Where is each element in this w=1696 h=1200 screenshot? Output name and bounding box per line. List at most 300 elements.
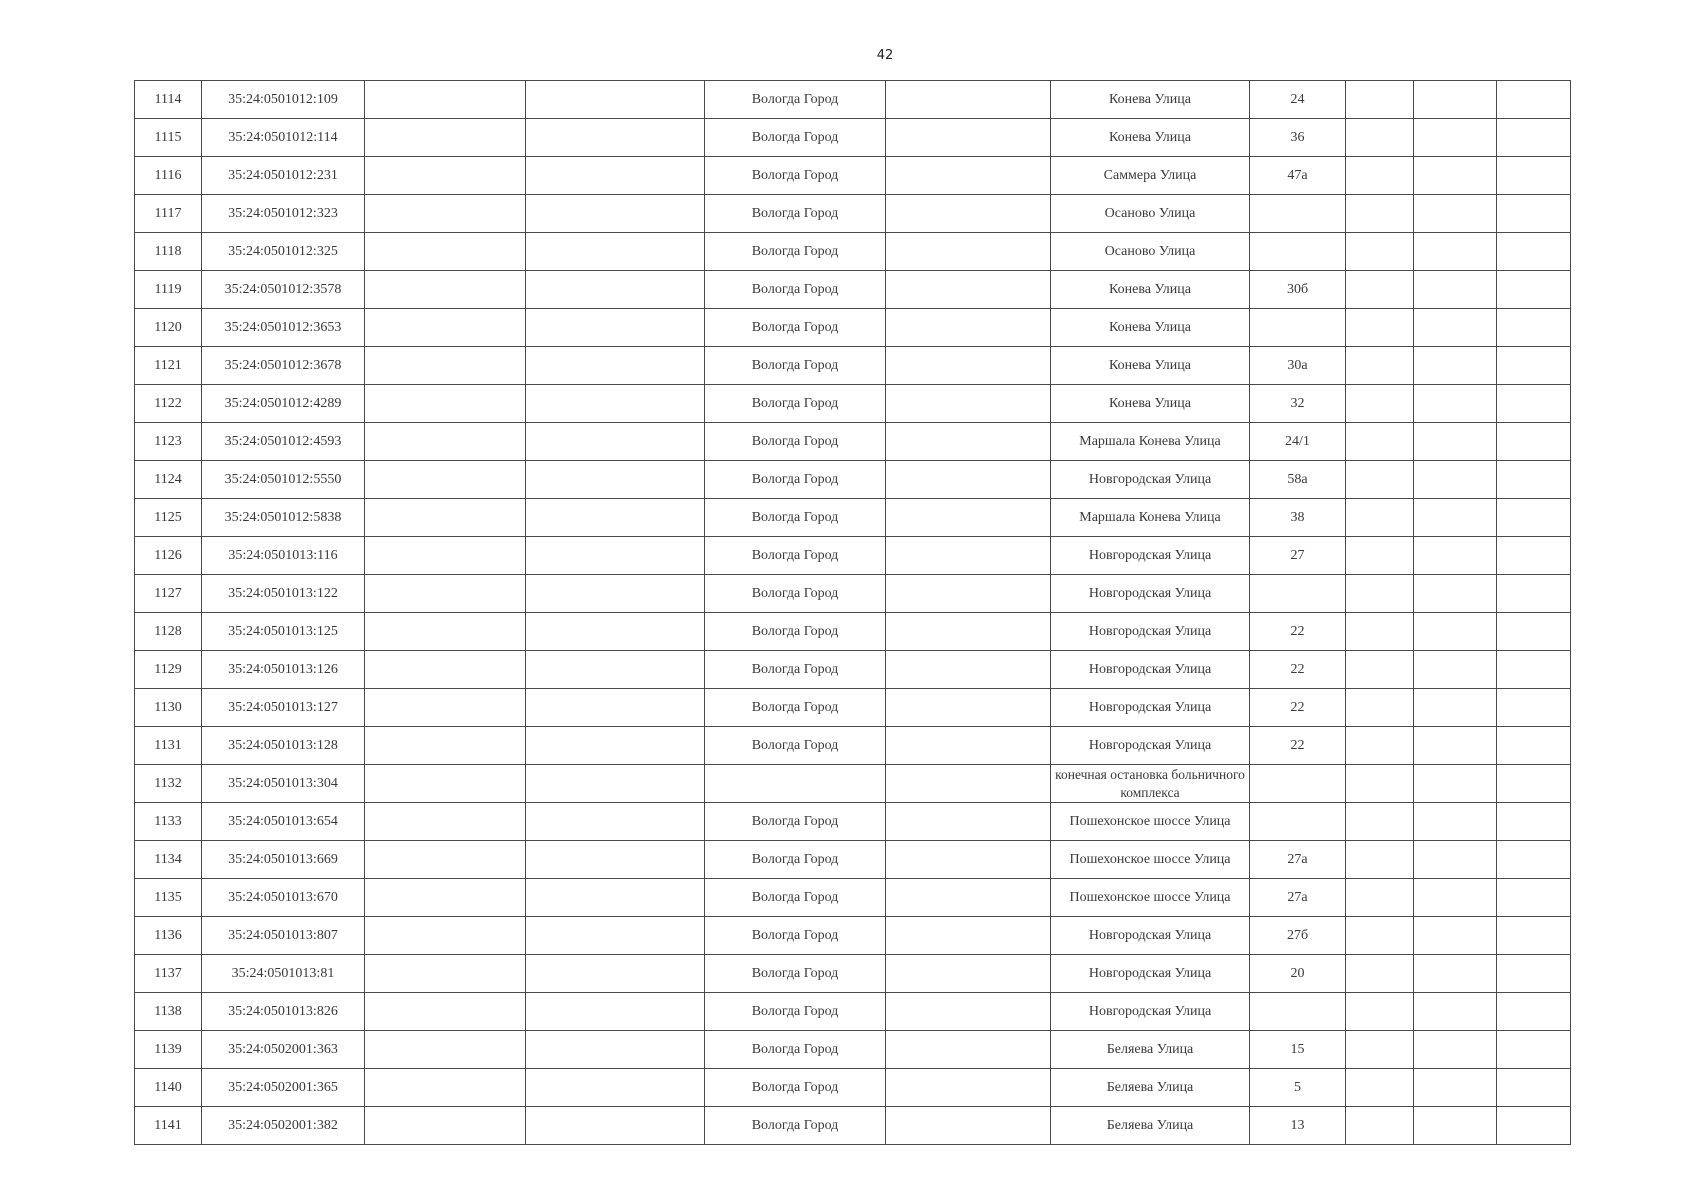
empty-cell (886, 1107, 1051, 1145)
house-number-cell: 20 (1250, 955, 1346, 993)
empty-cell (1346, 689, 1414, 727)
table-row (135, 575, 1571, 613)
empty-cell (886, 157, 1051, 195)
city-cell: Вологда Город (705, 727, 886, 765)
empty-cell (1497, 917, 1571, 955)
house-number-cell: 22 (1250, 689, 1346, 727)
empty-cell (365, 423, 526, 461)
empty-cell (886, 727, 1051, 765)
empty-cell (526, 993, 705, 1031)
house-number-cell: 47а (1250, 157, 1346, 195)
street-cell: Новгородская Улица (1051, 727, 1250, 765)
table-row (135, 917, 1571, 955)
street-cell: Конева Улица (1051, 81, 1250, 119)
city-cell: Вологда Город (705, 309, 886, 347)
empty-cell (886, 499, 1051, 537)
empty-cell (1414, 233, 1497, 271)
city-cell: Вологда Город (705, 423, 886, 461)
empty-cell (1497, 461, 1571, 499)
empty-cell (886, 233, 1051, 271)
city-cell: Вологда Город (705, 81, 886, 119)
table-row (135, 385, 1571, 423)
empty-cell (526, 1107, 705, 1145)
city-cell: Вологда Город (705, 803, 886, 841)
empty-cell (1414, 917, 1497, 955)
empty-cell (1497, 271, 1571, 309)
house-number-cell: 27 (1250, 537, 1346, 575)
street-cell: Новгородская Улица (1051, 461, 1250, 499)
empty-cell (365, 385, 526, 423)
empty-cell (886, 765, 1051, 803)
house-number-cell: 24/1 (1250, 423, 1346, 461)
empty-cell (1346, 271, 1414, 309)
empty-cell (1497, 803, 1571, 841)
street-cell: Осаново Улица (1051, 233, 1250, 271)
empty-cell (1414, 195, 1497, 233)
city-cell: Вологда Город (705, 195, 886, 233)
empty-cell (526, 461, 705, 499)
empty-cell (1346, 385, 1414, 423)
row-number-cell: 1115 (135, 119, 202, 157)
row-number-cell: 1128 (135, 613, 202, 651)
empty-cell (1414, 537, 1497, 575)
empty-cell (365, 613, 526, 651)
empty-cell (365, 689, 526, 727)
house-number-cell: 58а (1250, 461, 1346, 499)
cadastral-number-cell: 35:24:0501012:109 (202, 81, 365, 119)
house-number-cell: 24 (1250, 81, 1346, 119)
cadastral-number-cell: 35:24:0501012:4593 (202, 423, 365, 461)
empty-cell (1346, 575, 1414, 613)
street-cell: Новгородская Улица (1051, 537, 1250, 575)
house-number-cell: 13 (1250, 1107, 1346, 1145)
city-cell: Вологда Город (705, 575, 886, 613)
table-row (135, 803, 1571, 841)
empty-cell (886, 1031, 1051, 1069)
table-row (135, 993, 1571, 1031)
empty-cell (886, 385, 1051, 423)
empty-cell (1346, 955, 1414, 993)
page-number: 42 (876, 48, 894, 63)
empty-cell (1346, 765, 1414, 803)
row-number-cell: 1130 (135, 689, 202, 727)
cadastral-number-cell: 35:24:0501013:654 (202, 803, 365, 841)
empty-cell (1497, 385, 1571, 423)
empty-cell (365, 119, 526, 157)
empty-cell (1346, 651, 1414, 689)
table-row (135, 461, 1571, 499)
row-number-cell: 1117 (135, 195, 202, 233)
table-row (135, 1069, 1571, 1107)
empty-cell (365, 81, 526, 119)
street-cell: Конева Улица (1051, 271, 1250, 309)
cadastral-number-cell: 35:24:0501013:670 (202, 879, 365, 917)
empty-cell (886, 955, 1051, 993)
city-cell: Вологда Город (705, 157, 886, 195)
house-number-cell (1250, 195, 1346, 233)
empty-cell (886, 803, 1051, 841)
row-number-cell: 1116 (135, 157, 202, 195)
cadastral-number-cell: 35:24:0501012:5838 (202, 499, 365, 537)
street-cell: Новгородская Улица (1051, 689, 1250, 727)
cadastral-number-cell: 35:24:0501012:5550 (202, 461, 365, 499)
row-number-cell: 1136 (135, 917, 202, 955)
table-row (135, 233, 1571, 271)
empty-cell (365, 271, 526, 309)
cadastral-number-cell: 35:24:0501013:304 (202, 765, 365, 803)
table-row (135, 195, 1571, 233)
table-row (135, 727, 1571, 765)
table-row (135, 1031, 1571, 1069)
table-row (135, 1107, 1571, 1145)
empty-cell (365, 651, 526, 689)
empty-cell (886, 879, 1051, 917)
empty-cell (1346, 233, 1414, 271)
empty-cell (886, 575, 1051, 613)
row-number-cell: 1127 (135, 575, 202, 613)
row-number-cell: 1120 (135, 309, 202, 347)
empty-cell (886, 917, 1051, 955)
row-number-cell: 1129 (135, 651, 202, 689)
row-number-cell: 1134 (135, 841, 202, 879)
register-table (134, 80, 1571, 1145)
empty-cell (1497, 1069, 1571, 1107)
house-number-cell: 30б (1250, 271, 1346, 309)
empty-cell (365, 347, 526, 385)
table-row (135, 119, 1571, 157)
city-cell: Вологда Город (705, 537, 886, 575)
table-row (135, 81, 1571, 119)
empty-cell (526, 765, 705, 803)
empty-cell (1414, 423, 1497, 461)
street-cell: Новгородская Улица (1051, 651, 1250, 689)
cadastral-number-cell: 35:24:0501012:323 (202, 195, 365, 233)
table-row (135, 613, 1571, 651)
empty-cell (526, 803, 705, 841)
empty-cell (365, 157, 526, 195)
empty-cell (886, 689, 1051, 727)
empty-cell (886, 119, 1051, 157)
cadastral-number-cell: 35:24:0501012:3678 (202, 347, 365, 385)
empty-cell (886, 993, 1051, 1031)
empty-cell (526, 423, 705, 461)
empty-cell (886, 347, 1051, 385)
row-number-cell: 1122 (135, 385, 202, 423)
cadastral-number-cell: 35:24:0501013:126 (202, 651, 365, 689)
empty-cell (365, 955, 526, 993)
empty-cell (1497, 233, 1571, 271)
cadastral-number-cell: 35:24:0501013:125 (202, 613, 365, 651)
street-cell: Беляева Улица (1051, 1031, 1250, 1069)
city-cell: Вологда Город (705, 993, 886, 1031)
empty-cell (1414, 309, 1497, 347)
city-cell: Вологда Город (705, 1031, 886, 1069)
house-number-cell: 27а (1250, 841, 1346, 879)
table-row (135, 765, 1571, 803)
empty-cell (526, 499, 705, 537)
empty-cell (1346, 1069, 1414, 1107)
empty-cell (1414, 575, 1497, 613)
empty-cell (365, 1031, 526, 1069)
row-number-cell: 1139 (135, 1031, 202, 1069)
empty-cell (526, 651, 705, 689)
empty-cell (526, 537, 705, 575)
empty-cell (1346, 195, 1414, 233)
empty-cell (526, 271, 705, 309)
empty-cell (365, 841, 526, 879)
empty-cell (1414, 1069, 1497, 1107)
empty-cell (886, 309, 1051, 347)
table-row (135, 841, 1571, 879)
empty-cell (1414, 689, 1497, 727)
city-cell: Вологда Город (705, 689, 886, 727)
empty-cell (886, 81, 1051, 119)
table-row (135, 499, 1571, 537)
empty-cell (1497, 309, 1571, 347)
street-cell: Маршала Конева Улица (1051, 499, 1250, 537)
empty-cell (365, 309, 526, 347)
table-row (135, 689, 1571, 727)
street-cell: Новгородская Улица (1051, 613, 1250, 651)
house-number-cell: 32 (1250, 385, 1346, 423)
empty-cell (1497, 651, 1571, 689)
empty-cell (1414, 651, 1497, 689)
empty-cell (886, 613, 1051, 651)
empty-cell (1414, 841, 1497, 879)
empty-cell (1414, 385, 1497, 423)
house-number-cell (1250, 309, 1346, 347)
cadastral-number-cell: 35:24:0502001:363 (202, 1031, 365, 1069)
empty-cell (1497, 119, 1571, 157)
empty-cell (1346, 157, 1414, 195)
empty-cell (365, 765, 526, 803)
table-row (135, 879, 1571, 917)
cadastral-number-cell: 35:24:0501013:116 (202, 537, 365, 575)
empty-cell (526, 195, 705, 233)
table-row (135, 423, 1571, 461)
empty-cell (886, 461, 1051, 499)
empty-cell (886, 841, 1051, 879)
street-cell: Конева Улица (1051, 119, 1250, 157)
empty-cell (365, 461, 526, 499)
city-cell: Вологда Город (705, 119, 886, 157)
empty-cell (526, 157, 705, 195)
cadastral-number-cell: 35:24:0501013:128 (202, 727, 365, 765)
house-number-cell: 22 (1250, 651, 1346, 689)
empty-cell (1346, 499, 1414, 537)
empty-cell (1346, 917, 1414, 955)
street-cell: Маршала Конева Улица (1051, 423, 1250, 461)
house-number-cell: 27а (1250, 879, 1346, 917)
street-cell: Осаново Улица (1051, 195, 1250, 233)
row-number-cell: 1133 (135, 803, 202, 841)
empty-cell (526, 1031, 705, 1069)
row-number-cell: 1125 (135, 499, 202, 537)
row-number-cell: 1121 (135, 347, 202, 385)
empty-cell (1497, 955, 1571, 993)
table-row (135, 651, 1571, 689)
city-cell: Вологда Город (705, 917, 886, 955)
empty-cell (1414, 157, 1497, 195)
empty-cell (1346, 309, 1414, 347)
empty-cell (365, 727, 526, 765)
empty-cell (1346, 81, 1414, 119)
row-number-cell: 1132 (135, 765, 202, 803)
empty-cell (526, 955, 705, 993)
empty-cell (365, 803, 526, 841)
house-number-cell: 27б (1250, 917, 1346, 955)
empty-cell (1497, 879, 1571, 917)
empty-cell (886, 423, 1051, 461)
cadastral-number-cell: 35:24:0502001:365 (202, 1069, 365, 1107)
city-cell: Вологда Город (705, 841, 886, 879)
street-cell: Саммера Улица (1051, 157, 1250, 195)
row-number-cell: 1135 (135, 879, 202, 917)
cadastral-number-cell: 35:24:0501013:826 (202, 993, 365, 1031)
cadastral-number-cell: 35:24:0501013:807 (202, 917, 365, 955)
empty-cell (886, 537, 1051, 575)
cadastral-number-cell: 35:24:0502001:382 (202, 1107, 365, 1145)
empty-cell (1414, 993, 1497, 1031)
cadastral-number-cell: 35:24:0501012:231 (202, 157, 365, 195)
city-cell: Вологда Город (705, 651, 886, 689)
empty-cell (526, 309, 705, 347)
empty-cell (526, 841, 705, 879)
empty-cell (1497, 727, 1571, 765)
city-cell: Вологда Город (705, 1107, 886, 1145)
empty-cell (365, 537, 526, 575)
empty-cell (526, 879, 705, 917)
empty-cell (1497, 993, 1571, 1031)
empty-cell (1346, 879, 1414, 917)
empty-cell (886, 1069, 1051, 1107)
empty-cell (1346, 423, 1414, 461)
cadastral-number-cell: 35:24:0501013:669 (202, 841, 365, 879)
row-number-cell: 1114 (135, 81, 202, 119)
city-cell: Вологда Город (705, 233, 886, 271)
city-cell: Вологда Город (705, 879, 886, 917)
house-number-cell (1250, 803, 1346, 841)
empty-cell (1497, 499, 1571, 537)
house-number-cell: 22 (1250, 727, 1346, 765)
row-number-cell: 1137 (135, 955, 202, 993)
city-cell: Вологда Город (705, 955, 886, 993)
empty-cell (1346, 613, 1414, 651)
house-number-cell (1250, 993, 1346, 1031)
house-number-cell (1250, 765, 1346, 803)
empty-cell (1497, 841, 1571, 879)
empty-cell (1497, 347, 1571, 385)
empty-cell (365, 879, 526, 917)
register-table-body (135, 81, 1571, 1145)
empty-cell (1414, 347, 1497, 385)
empty-cell (1414, 499, 1497, 537)
street-cell: Пошехонское шоссе Улица (1051, 841, 1250, 879)
empty-cell (1346, 537, 1414, 575)
empty-cell (1497, 689, 1571, 727)
empty-cell (1497, 575, 1571, 613)
empty-cell (1497, 765, 1571, 803)
empty-cell (365, 1107, 526, 1145)
street-cell: Конева Улица (1051, 309, 1250, 347)
empty-cell (1414, 81, 1497, 119)
empty-cell (1497, 1031, 1571, 1069)
empty-cell (526, 917, 705, 955)
table-row (135, 955, 1571, 993)
empty-cell (526, 613, 705, 651)
street-cell: Конева Улица (1051, 347, 1250, 385)
street-cell: Новгородская Улица (1051, 575, 1250, 613)
empty-cell (1346, 841, 1414, 879)
empty-cell (365, 1069, 526, 1107)
house-number-cell: 22 (1250, 613, 1346, 651)
empty-cell (1346, 1107, 1414, 1145)
empty-cell (1497, 613, 1571, 651)
row-number-cell: 1138 (135, 993, 202, 1031)
empty-cell (526, 233, 705, 271)
empty-cell (526, 1069, 705, 1107)
city-cell: Вологда Город (705, 385, 886, 423)
empty-cell (886, 195, 1051, 233)
empty-cell (365, 233, 526, 271)
empty-cell (526, 385, 705, 423)
empty-cell (1414, 1107, 1497, 1145)
empty-cell (1414, 613, 1497, 651)
house-number-cell: 36 (1250, 119, 1346, 157)
city-cell: Вологда Город (705, 461, 886, 499)
house-number-cell: 30а (1250, 347, 1346, 385)
table-row (135, 271, 1571, 309)
row-number-cell: 1118 (135, 233, 202, 271)
street-cell: Новгородская Улица (1051, 993, 1250, 1031)
empty-cell (1497, 81, 1571, 119)
cadastral-number-cell: 35:24:0501013:127 (202, 689, 365, 727)
empty-cell (886, 651, 1051, 689)
row-number-cell: 1140 (135, 1069, 202, 1107)
empty-cell (1414, 803, 1497, 841)
house-number-cell: 38 (1250, 499, 1346, 537)
empty-cell (1497, 157, 1571, 195)
cadastral-number-cell: 35:24:0501013:81 (202, 955, 365, 993)
city-cell: Вологда Город (705, 499, 886, 537)
empty-cell (365, 575, 526, 613)
empty-cell (1497, 537, 1571, 575)
cadastral-number-cell: 35:24:0501012:325 (202, 233, 365, 271)
empty-cell (1497, 423, 1571, 461)
street-cell: Беляева Улица (1051, 1107, 1250, 1145)
row-number-cell: 1123 (135, 423, 202, 461)
city-cell: Вологда Город (705, 613, 886, 651)
street-cell: Беляева Улица (1051, 1069, 1250, 1107)
empty-cell (1414, 271, 1497, 309)
empty-cell (365, 195, 526, 233)
empty-cell (1414, 727, 1497, 765)
empty-cell (526, 689, 705, 727)
table-row (135, 347, 1571, 385)
street-cell: Конева Улица (1051, 385, 1250, 423)
empty-cell (1497, 1107, 1571, 1145)
empty-cell (365, 499, 526, 537)
empty-cell (1414, 955, 1497, 993)
empty-cell (1346, 347, 1414, 385)
row-number-cell: 1124 (135, 461, 202, 499)
street-cell: Новгородская Улица (1051, 917, 1250, 955)
empty-cell (1346, 803, 1414, 841)
table-row (135, 537, 1571, 575)
house-number-cell (1250, 575, 1346, 613)
empty-cell (365, 993, 526, 1031)
table-row (135, 157, 1571, 195)
